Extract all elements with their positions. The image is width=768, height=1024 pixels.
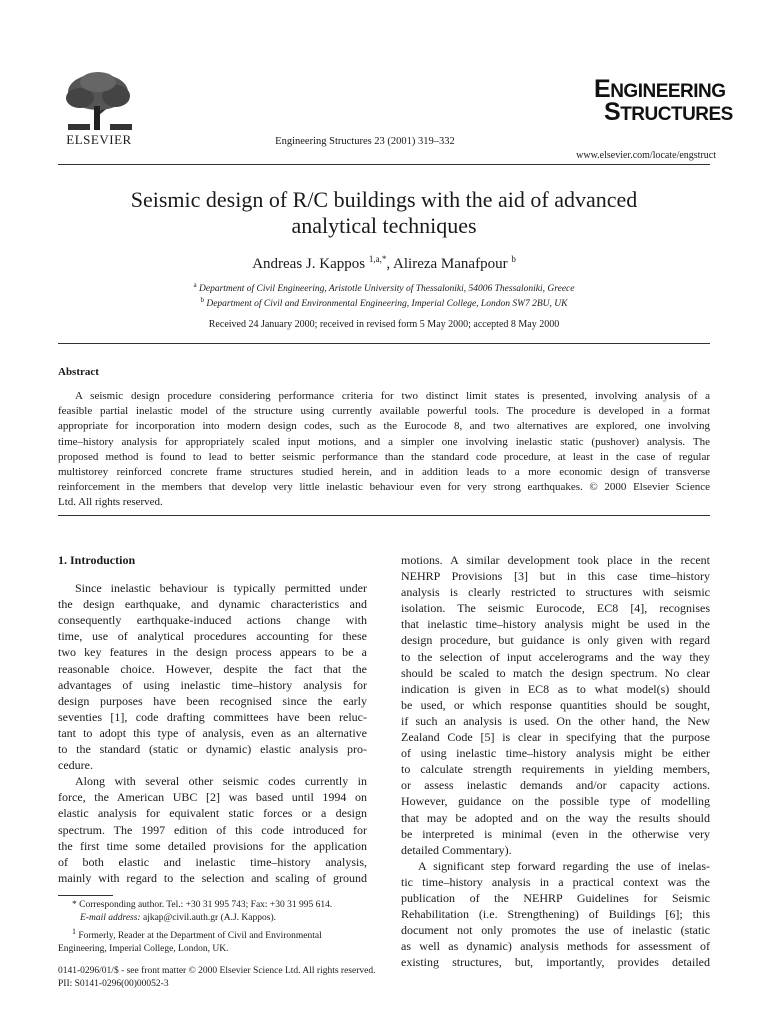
footnote-1 xyxy=(58,925,367,943)
paragraph-line: that may be adopted and on the way the results should xyxy=(401,810,710,825)
paragraph-line: detailed Commentary). xyxy=(401,842,512,857)
footnote-mark: * xyxy=(72,900,77,910)
paragraph-line: cedure. xyxy=(58,758,93,773)
email-address[interactable]: ajkap@civil.auth.gr (A.J. Kappos). xyxy=(140,913,276,923)
received-dates: Received 24 January 2000; received in revised form 5 May 2000; accepted 8 May 2000 xyxy=(208,319,560,330)
paper-title-line: Seismic design of R/C buildings with the aid of advanced xyxy=(130,187,638,212)
abstract-line: multistorey reinforced concrete frame structures studied herein, and in addition leads to a more economic design of transverse xyxy=(58,466,710,479)
elsevier-tree-logo xyxy=(58,70,140,132)
body-column-left xyxy=(58,552,367,886)
abstract-line: A seismic design procedure considering performance criteria for two distinct limit states is presented, involving analysis of a xyxy=(75,390,710,402)
paragraph-line: indication is given in EC8 as to what model(s) should xyxy=(401,681,710,696)
abstract-line: proposed method is found to lead to better seismic performance than the standard code procedure, at least in the case of regular xyxy=(58,450,710,463)
paragraph-line: isolation. The seismic Eurocode, EC8 [4], recognises xyxy=(401,601,710,616)
journal-logo-initial-e: E xyxy=(594,75,611,103)
footnote-text: Formerly, Reader at the Department of Civil and Environmental xyxy=(75,931,322,942)
body-column-right xyxy=(401,552,710,970)
author-affiliation-mark[interactable]: 1,a,* xyxy=(368,254,387,264)
paragraph-line: to the standard (static or dynamic) elastic analysis pro- xyxy=(58,742,367,757)
issn-copyright: 0141-0296/01/$ - see front matter © 2000 Elsevier Science Ltd. All rights reserved. xyxy=(58,966,376,976)
paragraph-line: tic time–history analysis in a practical context was the xyxy=(401,874,710,889)
affiliation-text: Department of Civil and Environmental Engineering, Imperial College, London SW7 2BU, UK xyxy=(206,299,568,310)
affiliation-b xyxy=(58,296,710,309)
paragraph-line: the first time some detailed provisions for the application xyxy=(58,838,367,853)
abstract-line: feasible partial inelastic model of the structure using currently available powerful tools. The procedure is developed in a format xyxy=(58,405,710,418)
paragraph-line: reasonable choice. However, despite the fact that the xyxy=(58,661,367,676)
paragraph-line: advantages of using inelastic time–history analysis for xyxy=(58,677,367,692)
paragraph-line: two key features in the design process appears to be a xyxy=(58,645,367,660)
publisher-name: ELSEVIER xyxy=(66,132,132,147)
footnote-text: Engineering, Imperial College, London, UK. xyxy=(58,944,229,955)
abstract-line: time–history analysis for appropriately scaled input motions, and a simpler one involving inelastic static (pushover) analysis. The xyxy=(58,435,710,448)
author-name: Alireza Manafpour xyxy=(393,256,508,272)
journal-logo-initial-s: S xyxy=(604,98,621,126)
paragraph-line: seventies [1], code drafting committees have been reluc- xyxy=(58,709,367,724)
abstract-body xyxy=(58,389,710,511)
affiliation-a xyxy=(58,281,710,294)
abstract-line: appropriate for incorporation into modern design codes, such as the Eurocode 8, and two alternatives are explored, one involving xyxy=(58,420,710,433)
front-matter-info xyxy=(58,965,458,991)
paragraph-line: Rehabilitation (i.e. Strengthening) of Buildings [6]; this xyxy=(401,907,710,922)
paragraph-line: to the selection of input accelerograms and the way they xyxy=(401,649,710,664)
journal-logo xyxy=(594,75,733,126)
paragraph-line: force, the American UBC [2] was based until 1994 on xyxy=(58,790,367,805)
header-divider xyxy=(58,164,710,165)
paragraph-line: document not only promotes the use of inelastic (static xyxy=(401,923,710,938)
abstract-line: reinforcement in the members that develop very little inelastic behaviour even for very strong earthquakes. © 2000 Elsevier Science xyxy=(58,481,710,494)
affiliation-text: Department of Civil Engineering, Aristotle University of Thessaloniki, 54006 Thessaloniki, Greece xyxy=(199,284,575,295)
paragraph-line: A significant step forward regarding the use of inelas- xyxy=(418,858,710,873)
journal-logo-word-1: NGINEERING xyxy=(610,81,726,102)
paragraph-line: as well as dynamic) analysis methods for assessment of xyxy=(401,939,710,954)
paper-title-line: analytical techniques xyxy=(291,213,477,238)
paragraph-line: spectrum. The 1997 edition of this code introduced for xyxy=(58,822,367,837)
paragraph-line: design purposes have been recognised since the early xyxy=(58,693,367,708)
journal-url[interactable]: www.elsevier.com/locate/engstruct xyxy=(576,150,716,161)
author-list xyxy=(58,254,710,273)
footnote-mark: 1 xyxy=(72,927,76,936)
paragraph-line: analysis is clearly restricted to structures with seismic xyxy=(401,585,710,600)
author-affiliation-mark[interactable]: b xyxy=(511,254,516,264)
title-divider xyxy=(58,343,710,344)
paragraph-line: However, guidance on the possible type of modelling xyxy=(401,794,710,809)
paragraph-line: NEHRP Provisions [3] but in this case time–history xyxy=(401,569,710,584)
author-name: Andreas J. Kappos xyxy=(252,256,366,272)
paragraph-line: elastic analysis for equivalent static forces or a design xyxy=(58,806,367,821)
paragraph-line: Zealand Code [5] is clear in specifying that the purpose xyxy=(401,730,710,745)
paragraph-line: Since inelastic behaviour is typically permitted under xyxy=(75,581,367,596)
pii: PII: S0141-0296(00)00052-3 xyxy=(58,979,169,989)
author-separator: , xyxy=(386,256,394,272)
email-label: E-mail address: xyxy=(80,913,141,923)
paragraph-line: time, use of analytical procedures accounting for these xyxy=(58,629,367,644)
footnote-text: Corresponding author. Tel.: +30 31 995 743; Fax: +30 31 995 614. xyxy=(76,900,333,910)
paragraph-line: design procedure, but guidance is only given with regard xyxy=(401,633,710,648)
footnote-corresponding xyxy=(58,899,367,912)
paragraph-line: if such an analysis is used. On the other hand, the New xyxy=(401,713,710,728)
paper-title xyxy=(58,187,710,239)
paragraph-line: to calculate strength requirements in yielding members, xyxy=(401,762,710,777)
paragraph-line: the design earthquake, and dynamic characteristics and xyxy=(58,597,367,612)
paragraph-line: consequently earthquake-induced actions change with xyxy=(58,613,367,628)
paragraph-line: tant to adopt this type of analysis, even as an alternative xyxy=(58,725,367,740)
paragraph-line: that inelastic time–history analysis might be used in the xyxy=(401,617,710,632)
paragraph-line: publication of the NEHRP Guidelines for Seismic xyxy=(401,890,710,905)
abstract-heading: Abstract xyxy=(58,366,99,378)
affiliation-mark: b xyxy=(200,296,204,304)
paragraph-line: existing structures, but, importantly, provides detailed xyxy=(401,955,710,970)
footnote-divider xyxy=(58,895,113,896)
paragraph-line: or assess inelastic demands and/or capacity actions. xyxy=(401,778,710,793)
footnotes xyxy=(58,899,367,956)
paragraph-line: motions. A similar development took place in the recent xyxy=(401,553,710,567)
paragraph-line: mainly with regard to the selection and scaling of ground xyxy=(58,870,367,885)
paragraph-line: of using inelastic time–history analysis might be either xyxy=(401,746,710,761)
paragraph-line: be interpreted is minimal (even in the otherwise very xyxy=(401,826,710,841)
paragraph-line: be used, or which response quantities should be sought, xyxy=(401,697,710,712)
paragraph-line: Along with several other seismic codes currently in xyxy=(75,774,367,789)
affiliation-mark: a xyxy=(193,281,197,289)
paragraph-line: should be scaled to match the design spectrum. No clear xyxy=(401,665,710,680)
journal-logo-word-2: TRUCTURES xyxy=(620,104,733,125)
abstract-line: Ltd. All rights reserved. xyxy=(58,496,163,509)
footnote-email xyxy=(58,912,367,925)
journal-citation: Engineering Structures 23 (2001) 319–332 xyxy=(275,136,455,147)
section-heading-introduction: 1. Introduction xyxy=(58,553,136,567)
paragraph-line: of both elastic and inelastic time–history analysis, xyxy=(58,854,367,869)
abstract-divider xyxy=(58,515,710,516)
